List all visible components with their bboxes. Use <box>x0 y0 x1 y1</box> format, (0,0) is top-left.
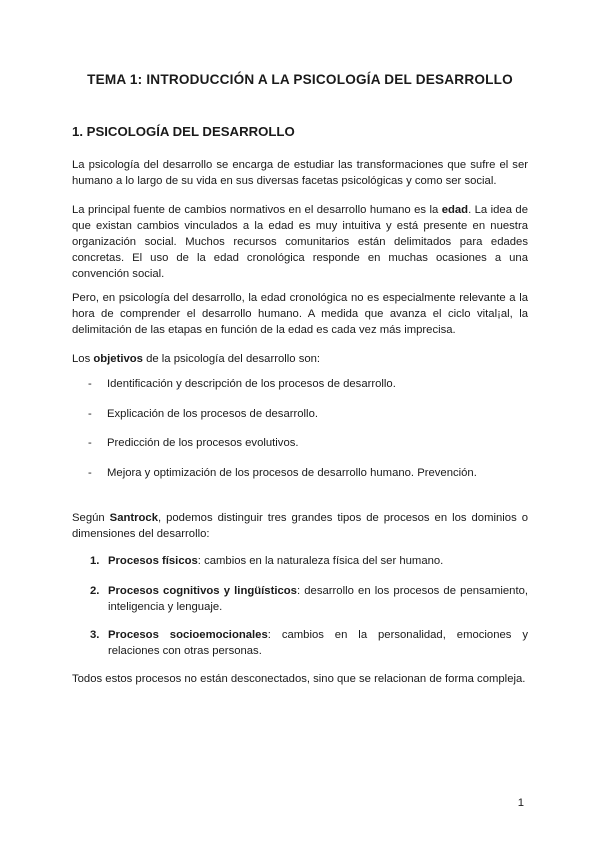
list-item-text: Identificación y descripción de los procesos de desarrollo. <box>107 378 396 390</box>
list-item-text: Predicción de los procesos evolutivos. <box>107 437 299 449</box>
paragraph-chronological-age: Pero, en psicología del desarrollo, la edad cronológica no es especialmente relevante a la hora de comprender el desarrollo humano. A medida que avanza el ciclo vital¡al, la delimitación de las etapas en función de la edad es cada vez más imprecisa. <box>72 292 528 336</box>
paragraph-objectives-intro <box>72 351 528 367</box>
list-item-text: Explicación de los procesos de desarrollo. <box>107 407 318 420</box>
page-number: 1 <box>517 797 524 809</box>
process-term: Procesos físicos <box>108 555 198 567</box>
list-item <box>90 583 528 627</box>
list-item <box>90 627 528 659</box>
list-item-text: Mejora y optimización de los procesos de desarrollo humano. Prevención. <box>107 466 477 479</box>
dash-bullet: - <box>88 407 92 420</box>
list-item <box>88 376 528 406</box>
list-item <box>88 435 528 465</box>
santrock-text-b: , podemos distinguir tres grandes tipos de procesos en los dominios o dimensiones del desarrollo: <box>72 512 528 540</box>
paragraph-intro: La psicología del desarrollo se encarga de estudiar las transformaciones que sufre el ser humano a lo largo de su vida en sus diversas facetas psicológicas y como ser social. <box>72 159 528 187</box>
paragraph-age-text-a: La principal fuente de cambios normativos en el desarrollo humano es la <box>72 204 442 216</box>
list-number: 2. <box>90 585 100 597</box>
objectives-intro-text-b: de la psicología del desarrollo son: <box>142 353 321 365</box>
process-description: : desarrollo en los procesos de pensamiento, inteligencia y lenguaje. <box>108 585 529 613</box>
paragraph-santrock <box>72 510 528 542</box>
processes-list <box>90 553 528 659</box>
dash-bullet: - <box>88 378 92 390</box>
dash-bullet: - <box>88 466 92 479</box>
paragraph-age-text-b: . La idea de que existan cambios vinculados a la edad es muy intuitiva y está presente en nuestra organización social. Muchos recursos comunitarios están delimitados para edades concretas. El uso de la edad cronológica responde en muchas ocasiones a una convención social. <box>72 204 529 280</box>
list-number: 1. <box>90 555 100 567</box>
paragraph-conclusion: Todos estos procesos no están desconectados, sino que se relacionan de forma compleja. <box>72 673 526 685</box>
process-term: Procesos cognitivos y lingüísticos <box>108 585 297 597</box>
paragraph-age-bold: edad <box>441 204 469 216</box>
list-item <box>90 553 528 583</box>
list-item <box>88 465 528 495</box>
list-item <box>88 406 528 436</box>
dash-bullet: - <box>88 437 92 449</box>
objectives-intro-bold: objetivos <box>93 353 143 365</box>
santrock-text-a: Según <box>72 512 110 524</box>
santrock-bold: Santrock <box>109 512 158 524</box>
section-heading: 1. PSICOLOGÍA DEL DESARROLLO <box>72 124 295 139</box>
process-description: : cambios en la naturaleza física del ser humano. <box>197 555 444 567</box>
list-number: 3. <box>90 629 100 641</box>
document-title: TEMA 1: INTRODUCCIÓN A LA PSICOLOGÍA DEL DESARROLLO <box>87 72 513 87</box>
process-term: Procesos socioemocionales <box>108 629 268 641</box>
objectives-list <box>88 376 528 494</box>
objectives-intro-text-a: Los <box>72 353 94 365</box>
paragraph-age <box>72 202 528 282</box>
process-description: : cambios en la personalidad, emociones y relaciones con otras personas. <box>108 629 528 657</box>
